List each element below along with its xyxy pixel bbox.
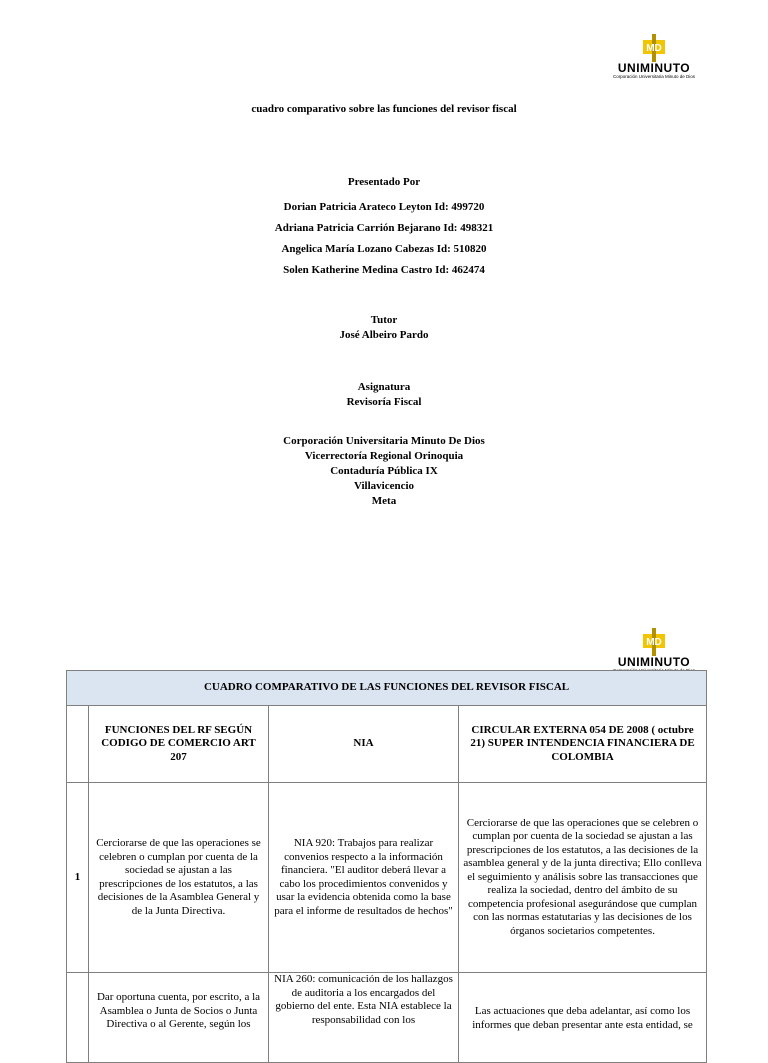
uniminuto-logo-second — [604, 628, 704, 674]
logo-mark-text: MD — [646, 637, 662, 648]
institution-department: Meta — [371, 495, 397, 507]
tutor-name: José Albeiro Pardo — [339, 329, 429, 341]
cell-codigo: Cerciorarse de que las operaciones se celebren o cumplan por cuenta de la sociedad se ajustan a las prescripciones de los estatutos, a las decisiones de la Asamblea General y de la Junta Directiva. — [89, 783, 269, 973]
table-header-row — [67, 706, 707, 783]
comparison-table — [66, 670, 707, 1063]
tutor-label: Tutor — [370, 314, 398, 326]
subject-name: Revisoría Fiscal — [346, 396, 422, 408]
logo-mark-text: MD — [646, 43, 662, 54]
tutor-section — [0, 313, 768, 343]
institution-city: Villavicencio — [353, 480, 415, 492]
table-row — [67, 783, 707, 973]
institution-program: Contaduría Pública IX — [330, 465, 438, 477]
table-title: CUADRO COMPARATIVO DE LAS FUNCIONES DEL REVISOR FISCAL — [67, 671, 707, 706]
logo-subtitle: Corporación Universitaria Minuto de Dios — [612, 74, 696, 79]
table-row — [67, 973, 707, 1063]
header-number-cell — [67, 706, 89, 783]
cover-title — [0, 102, 768, 117]
row-number — [67, 973, 89, 1063]
table-title-row — [67, 671, 707, 706]
institution-name: Corporación Universitaria Minuto De Dios — [283, 435, 485, 447]
document-title: cuadro comparativo sobre las funciones del revisor fiscal — [251, 103, 517, 115]
subject-label: Asignatura — [357, 381, 411, 393]
cell-nia: NIA 260: comunicación de los hallazgos de auditoria a los encargados del gobierno del ente. Esta NIA establece la responsabilidad con los — [269, 973, 459, 1063]
cell-nia: NIA 920: Trabajos para realizar convenios respecto a la información financiera. "El auditor deberá llevar a cabo los procedimientos convenidos y usar la evidencia obtenida como la base para el informe de resultados de hechos" — [269, 783, 459, 973]
cell-codigo: Dar oportuna cuenta, por escrito, a la Asamblea o Junta de Socios o Junta Directiva o al Gerente, según los — [89, 973, 269, 1063]
logo-brand: UNIMINUTO — [617, 655, 691, 669]
uniminuto-logo-top — [604, 34, 704, 80]
logo-brand: UNIMINUTO — [617, 61, 691, 75]
presented-by-section — [0, 175, 768, 190]
md-logo-icon — [634, 34, 674, 62]
institution-section — [0, 434, 768, 509]
subject-section — [0, 380, 768, 410]
author-4: Solen Katherine Medina Castro Id: 462474 — [283, 264, 485, 276]
md-logo-icon — [634, 628, 674, 656]
institution-regional: Vicerrectoría Regional Orinoquia — [304, 450, 464, 462]
presented-by-label: Presentado Por — [347, 176, 421, 188]
authors-list — [0, 200, 768, 284]
cell-circular: Las actuaciones que deba adelantar, así como los informes que deban presentar ante esta entidad, se — [459, 973, 707, 1063]
header-nia: NIA — [269, 706, 459, 783]
row-number: 1 — [67, 783, 89, 973]
header-circular: CIRCULAR EXTERNA 054 DE 2008 ( octubre 21) SUPER INTENDENCIA FINANCIERA DE COLOMBIA — [459, 706, 707, 783]
author-2: Adriana Patricia Carrión Bejarano Id: 498321 — [274, 222, 494, 234]
header-codigo: FUNCIONES DEL RF SEGÚN CODIGO DE COMERCIO ART 207 — [89, 706, 269, 783]
author-1: Dorian Patricia Arateco Leyton Id: 499720 — [283, 201, 485, 213]
cell-circular: Cerciorarse de que las operaciones que se celebren o cumplan por cuenta de la sociedad se ajustan a las prescripciones de los estatutos, a las decisiones de la asamblea general y de la junta directiva; Ello conlleva el seguimiento y análisis sobre las transacciones que realiza la sociedad, dentro del ámbito de su competencia profesional asegurándose que cumplan con las normas estatutarias y las decisiones de los órganos societarios competentes. — [459, 783, 707, 973]
author-3: Angelica María Lozano Cabezas Id: 510820 — [281, 243, 487, 255]
